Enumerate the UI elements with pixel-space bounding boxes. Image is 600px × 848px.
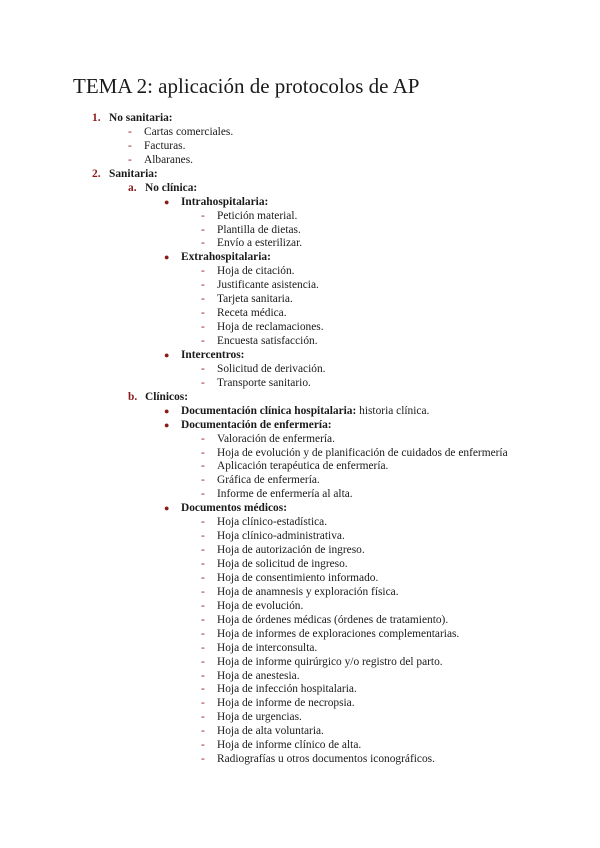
page-title: TEMA 2: aplicación de protocolos de AP bbox=[73, 74, 420, 98]
line-text bbox=[217, 307, 287, 321]
dash-marker: - bbox=[201, 558, 205, 570]
line-text bbox=[217, 210, 297, 224]
list-item-text: Valoración de enfermería. bbox=[217, 432, 335, 445]
line-text bbox=[217, 447, 508, 461]
list-item-text: Hoja clínico-administrativa. bbox=[217, 530, 345, 543]
dash-marker: - bbox=[201, 753, 205, 766]
line-text bbox=[217, 711, 302, 725]
list-item-text: Envío a esterilizar. bbox=[217, 237, 303, 250]
list-item bbox=[0, 586, 600, 600]
dash-marker: - bbox=[201, 544, 205, 557]
line-text bbox=[145, 182, 197, 196]
list-item-text: Hoja de urgencias. bbox=[217, 711, 302, 724]
bullet-icon: ● bbox=[164, 349, 170, 360]
list-item-text: Hoja de autorización de ingreso. bbox=[217, 544, 365, 557]
line-text bbox=[144, 154, 193, 168]
line-text bbox=[217, 363, 326, 377]
list-item-text: Radiografías u otros documentos iconográficos. bbox=[217, 753, 435, 766]
group-heading: Intrahospitalaria: bbox=[181, 195, 269, 208]
list-item bbox=[0, 711, 600, 725]
list-item bbox=[0, 628, 600, 642]
list-item bbox=[0, 293, 600, 307]
dash-marker: - bbox=[201, 460, 205, 473]
list-item-text: Hoja de órdenes médicas (órdenes de tratamiento). bbox=[217, 613, 449, 626]
list-item bbox=[0, 656, 600, 670]
bullet-icon: ● bbox=[164, 196, 170, 207]
group-suffix: historia clínica. bbox=[356, 404, 430, 417]
dash-marker: - bbox=[201, 627, 205, 640]
dash-marker: - bbox=[128, 125, 132, 138]
section-heading: Sanitaria: bbox=[109, 167, 158, 180]
list-item bbox=[0, 544, 600, 558]
dash-marker: - bbox=[201, 376, 205, 389]
line-text bbox=[217, 474, 320, 488]
list-item-text: Facturas. bbox=[144, 139, 186, 152]
dash-marker: - bbox=[201, 641, 205, 654]
group-item bbox=[0, 419, 600, 433]
list-item-text: Hoja de consentimiento informado. bbox=[217, 571, 379, 584]
line-text bbox=[181, 251, 271, 265]
line-text bbox=[217, 279, 319, 293]
list-item bbox=[0, 614, 600, 628]
list-item-text: Hoja de anestesia. bbox=[217, 669, 300, 682]
line-text bbox=[217, 697, 355, 711]
list-item-text: Gráfica de enfermería. bbox=[217, 474, 320, 487]
bullet-icon: ● bbox=[164, 405, 170, 416]
line-text bbox=[217, 265, 295, 279]
line-text bbox=[217, 628, 459, 642]
group-heading: Documentos médicos: bbox=[181, 502, 287, 515]
line-text bbox=[181, 419, 332, 433]
list-item bbox=[0, 265, 600, 279]
dash-marker: - bbox=[201, 655, 205, 668]
list-item-text: Hoja clínico-estadística. bbox=[217, 516, 328, 529]
list-item-text: Solicitud de derivación. bbox=[217, 362, 326, 375]
list-item bbox=[0, 739, 600, 753]
line-text bbox=[217, 725, 324, 739]
line-text bbox=[109, 168, 158, 182]
dash-marker: - bbox=[201, 516, 205, 529]
list-item bbox=[0, 335, 600, 349]
group-heading: Documentación de enfermería: bbox=[181, 418, 332, 431]
list-item-text: Encuesta satisfacción. bbox=[217, 335, 318, 347]
section-sanitaria bbox=[0, 168, 600, 182]
subsection-b bbox=[0, 391, 600, 405]
list-item bbox=[0, 697, 600, 711]
list-item bbox=[0, 572, 600, 586]
list-item-text: Petición material. bbox=[217, 209, 298, 222]
dash-marker: - bbox=[201, 697, 205, 710]
dash-marker: - bbox=[201, 571, 205, 584]
line-text bbox=[144, 126, 233, 140]
section-heading: No sanitaria: bbox=[109, 112, 173, 124]
list-item-text: Albaranes. bbox=[144, 153, 194, 166]
list-item bbox=[0, 670, 600, 684]
list-item-text: Hoja de alta voluntaria. bbox=[217, 725, 324, 738]
group-heading: Extrahospitalaria: bbox=[181, 251, 271, 264]
line-text bbox=[217, 558, 348, 572]
list-item bbox=[0, 126, 600, 140]
dash-marker: - bbox=[201, 739, 205, 752]
line-text bbox=[181, 349, 244, 363]
list-item-text: Justificante asistencia. bbox=[217, 279, 319, 292]
list-item bbox=[0, 433, 600, 447]
dash-marker: - bbox=[201, 237, 205, 250]
line-text bbox=[217, 377, 311, 391]
list-item bbox=[0, 642, 600, 656]
dash-marker: - bbox=[201, 683, 205, 696]
line-text bbox=[181, 196, 268, 210]
list-item-text: Hoja de informe quirúrgico y/o registro del parto. bbox=[217, 655, 443, 668]
list-item bbox=[0, 377, 600, 391]
line-text bbox=[217, 642, 317, 656]
line-text bbox=[217, 614, 448, 628]
list-item-text: Hoja de interconsulta. bbox=[217, 641, 318, 654]
list-item-text: Informe de enfermería al alta. bbox=[217, 488, 353, 501]
dash-marker: - bbox=[201, 223, 205, 236]
outline-list bbox=[0, 112, 600, 767]
dash-marker: - bbox=[201, 711, 205, 724]
line-text bbox=[217, 237, 302, 251]
line-text bbox=[217, 293, 293, 307]
list-marker: a. bbox=[128, 181, 137, 194]
dash-marker: - bbox=[201, 335, 205, 347]
line-text bbox=[181, 405, 429, 419]
line-text bbox=[217, 460, 388, 474]
list-item-text: Tarjeta sanitaria. bbox=[217, 293, 293, 306]
list-item-text: Transporte sanitario. bbox=[217, 376, 311, 389]
line-text bbox=[181, 502, 287, 516]
list-item bbox=[0, 447, 600, 461]
bullet-icon: ● bbox=[164, 252, 170, 263]
dash-marker: - bbox=[201, 265, 205, 278]
list-item bbox=[0, 279, 600, 293]
dash-marker: - bbox=[201, 362, 205, 375]
list-item bbox=[0, 224, 600, 238]
bullet-icon: ● bbox=[164, 503, 170, 514]
line-text bbox=[217, 572, 378, 586]
subsection-heading: No clínica: bbox=[145, 181, 198, 194]
dash-marker: - bbox=[201, 669, 205, 682]
list-item-text: Receta médica. bbox=[217, 307, 287, 320]
list-item-text: Hoja de reclamaciones. bbox=[217, 321, 324, 334]
list-item bbox=[0, 154, 600, 168]
line-text bbox=[217, 516, 327, 530]
list-item bbox=[0, 558, 600, 572]
dash-marker: - bbox=[201, 293, 205, 306]
list-item-text: Hoja de citación. bbox=[217, 265, 295, 278]
group-item bbox=[0, 251, 600, 265]
line-text bbox=[144, 140, 185, 154]
list-item bbox=[0, 600, 600, 614]
line-text bbox=[217, 739, 361, 753]
line-text bbox=[217, 753, 435, 767]
list-item bbox=[0, 725, 600, 739]
bullet-icon: ● bbox=[164, 419, 170, 430]
list-marker: 1. bbox=[92, 112, 101, 124]
list-item-text: Hoja de informe de necropsia. bbox=[217, 697, 355, 710]
line-text bbox=[217, 488, 353, 502]
line-text bbox=[217, 670, 300, 684]
section-no-sanitaria bbox=[0, 112, 600, 126]
list-item-text: Hoja de informes de exploraciones complementarias. bbox=[217, 627, 460, 640]
list-item bbox=[0, 530, 600, 544]
line-text bbox=[217, 586, 399, 600]
group-heading: Documentación clínica hospitalaria: bbox=[181, 404, 357, 417]
list-item bbox=[0, 488, 600, 502]
dash-marker: - bbox=[201, 307, 205, 320]
dash-marker: - bbox=[201, 488, 205, 501]
list-item bbox=[0, 516, 600, 530]
list-item-text: Hoja de solicitud de ingreso. bbox=[217, 558, 348, 570]
subsection-heading: Clínicos: bbox=[145, 390, 189, 403]
list-item-text: Hoja de evolución y de planificación de cuidados de enfermería bbox=[217, 446, 508, 459]
list-item bbox=[0, 307, 600, 321]
line-text bbox=[217, 321, 324, 335]
dash-marker: - bbox=[128, 139, 132, 152]
group-item bbox=[0, 349, 600, 363]
dash-marker: - bbox=[201, 585, 205, 598]
list-marker: b. bbox=[128, 390, 138, 403]
group-item bbox=[0, 196, 600, 210]
list-item bbox=[0, 460, 600, 474]
list-item bbox=[0, 474, 600, 488]
list-item-text: Hoja de anamnesis y exploración física. bbox=[217, 585, 399, 598]
line-text bbox=[217, 530, 345, 544]
list-item bbox=[0, 237, 600, 251]
line-text bbox=[145, 391, 188, 405]
list-item bbox=[0, 363, 600, 377]
list-item-text: Hoja de infección hospitalaria. bbox=[217, 683, 357, 696]
line-text bbox=[109, 112, 173, 126]
list-item-text: Cartas comerciales. bbox=[144, 125, 234, 138]
list-item-text: Plantilla de dietas. bbox=[217, 223, 301, 236]
dash-marker: - bbox=[201, 599, 205, 612]
line-text bbox=[217, 544, 365, 558]
line-text bbox=[217, 433, 335, 447]
list-item bbox=[0, 210, 600, 224]
dash-marker: - bbox=[201, 446, 205, 459]
dash-marker: - bbox=[201, 613, 205, 626]
line-text bbox=[217, 656, 443, 670]
list-item bbox=[0, 683, 600, 697]
dash-marker: - bbox=[201, 432, 205, 445]
line-text bbox=[217, 224, 301, 238]
dash-marker: - bbox=[201, 279, 205, 292]
dash-marker: - bbox=[201, 321, 205, 334]
list-item-text: Hoja de evolución. bbox=[217, 599, 304, 612]
dash-marker: - bbox=[201, 530, 205, 543]
dash-marker: - bbox=[201, 725, 205, 738]
dash-marker: - bbox=[201, 474, 205, 487]
subsection-a bbox=[0, 182, 600, 196]
list-marker: 2. bbox=[92, 167, 101, 180]
list-item bbox=[0, 140, 600, 154]
list-item bbox=[0, 753, 600, 767]
group-item bbox=[0, 502, 600, 516]
line-text bbox=[217, 335, 318, 349]
list-item bbox=[0, 321, 600, 335]
line-text bbox=[217, 683, 357, 697]
line-text bbox=[217, 600, 303, 614]
list-item-text: Hoja de informe clínico de alta. bbox=[217, 739, 362, 752]
group-heading: Intercentros: bbox=[181, 348, 245, 361]
group-item bbox=[0, 405, 600, 419]
dash-marker: - bbox=[201, 209, 205, 222]
list-item-text: Aplicación terapéutica de enfermería. bbox=[217, 460, 389, 473]
dash-marker: - bbox=[128, 153, 132, 166]
